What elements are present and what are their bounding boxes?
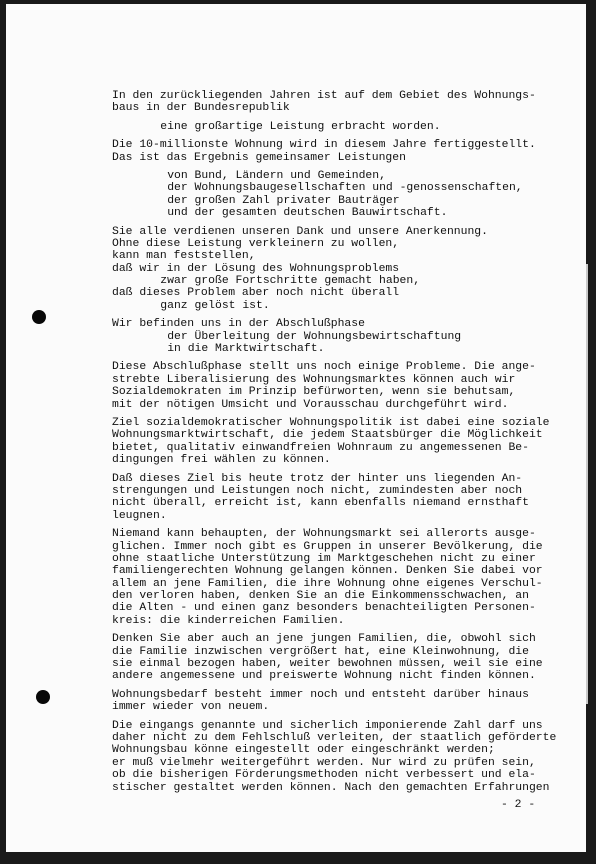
text-line: Wohnungsbedarf besteht immer noch und entsteht darüber hinaus [112, 688, 529, 701]
text-line: der großen Zahl privater Bauträger [167, 194, 400, 207]
text-line: ohne staatliche Unterstützung im Marktgeschehen nicht zu einer [112, 552, 536, 565]
text-line: bietet, qualitativ einwandfreien Wohnraum zu angemessenen Be- [112, 441, 529, 454]
text-line: kreis: die kinderreichen Familien. [112, 614, 345, 627]
text-line: strebte Liberalisierung des Wohnungsmarktes können auch wir [112, 373, 516, 386]
text-line: Denken Sie aber auch an jene jungen Familien, die, obwohl sich [112, 633, 536, 646]
text-line: leugnen. [112, 509, 167, 522]
text-line: Niemand kann behaupten, der Wohnungsmarkt sei allerorts ausge- [112, 528, 536, 541]
text-line: immer wieder von neuem. [112, 701, 270, 714]
text-line: sie einmal bezogen haben, weiter bewohnen müssen, weil sie eine [112, 658, 543, 671]
text-line: familiengerechten Wohnung gelangen können. Denken Sie dabei vor [112, 565, 543, 578]
text-line: Die 10-millionste Wohnung wird in diesem Jahre fertiggestellt. [112, 139, 536, 152]
text-line: Die eingangs genannte und sicherlich imponierende Zahl darf uns [112, 719, 543, 732]
text-line: in die Marktwirtschaft. [167, 343, 325, 356]
scan-edge-shadow [586, 264, 588, 704]
text-line: daß wir in der Lösung des Wohnungsproblems [112, 262, 400, 275]
text-line: Das ist das Ergebnis gemeinsamer Leistungen [112, 151, 406, 164]
text-line: andere angemessene und preiswerte Wohnung nicht finden können. [112, 670, 536, 683]
text-line: Sie alle verdienen unseren Dank und unsere Anerkennung. [112, 225, 488, 238]
text-line: stischer gestaltet werden können. Nach den gemachten Erfahrungen [112, 781, 550, 794]
text-line: strengungen und Leistungen noch nicht, zumindesten aber noch [112, 484, 523, 497]
text-line: zwar große Fortschritte gemacht haben, [160, 275, 421, 288]
text-line: daß dieses Problem aber noch nicht überall [112, 287, 400, 300]
text-line: und der gesamten deutschen Bauwirtschaft. [167, 207, 448, 220]
text-line: ganz gelöst ist. [160, 299, 270, 312]
text-line: nicht überall, erreicht ist, kann ebenfalls niemand ernsthaft [112, 497, 529, 510]
text-line: er muß vielmehr weitergeführt werden. Nur wird zu prüfen sein, [112, 756, 536, 769]
text-line: Wohnungsbau könne eingestellt oder eingeschränkt werden; [112, 744, 495, 757]
text-line: Sozialdemokraten im Prinzip befürworten, wenn sie behutsam, [112, 386, 516, 399]
text-line: Ohne diese Leistung verkleinern zu wollen, [112, 237, 400, 250]
text-line: Diese Abschlußphase stellt uns noch einige Probleme. Die ange- [112, 361, 536, 374]
text-line: Wohnungsmarktwirtschaft, die jedem Staatsbürger die Möglichkeit [112, 429, 543, 442]
text-line: eine großartige Leistung erbracht worden. [160, 120, 441, 133]
punch-hole [36, 690, 50, 704]
text-line: Ziel sozialdemokratischer Wohnungspolitik ist dabei eine soziale [112, 416, 550, 429]
typewritten-body [112, 90, 557, 794]
text-line: baus in der Bundesrepublik [112, 102, 290, 115]
punch-hole [32, 310, 46, 324]
text-line: die Familie inzwischen vergrößert hat, eine Kleinwohnung, die [112, 645, 529, 658]
text-line: In den zurückliegenden Jahren ist auf dem Gebiet des Wohnungs- [112, 90, 536, 102]
text-line: daher nicht zu dem Fehlschluß verleiten, der staatlich geförderte [112, 731, 557, 744]
text-line: kann man feststellen, [112, 250, 256, 263]
text-line: der Überleitung der Wohnungsbewirtschaftung [167, 330, 462, 343]
text-line: den verloren haben, denken Sie an die Einkommensschwachen, an [112, 590, 529, 603]
text-line: ob die bisherigen Förderungsmethoden nicht verbessert und ela- [112, 769, 536, 782]
text-line: Wir befinden uns in der Abschlußphase [112, 318, 365, 331]
document-page [6, 4, 586, 852]
text-line: glichen. Immer noch gibt es Gruppen in unserer Bevölkerung, die [112, 540, 543, 553]
text-line: die Alten - und einen ganz besonders benachteiligten Personen- [112, 602, 536, 615]
text-line: mit der nötigen Umsicht und Vorausschau durchgeführt wird. [112, 398, 509, 411]
text-line: dingungen frei wählen zu können. [112, 454, 331, 467]
text-line: allem an jene Familien, die ihre Wohnung ohne eigenes Verschul- [112, 577, 543, 590]
text-line: von Bund, Ländern und Gemeinden, [167, 169, 386, 182]
text-line: der Wohnungsbaugesellschaften und -genossenschaften, [167, 182, 523, 195]
page-number: - 2 - [501, 799, 536, 811]
text-line: Daß dieses Ziel bis heute trotz der hinter uns liegenden An- [112, 472, 523, 485]
